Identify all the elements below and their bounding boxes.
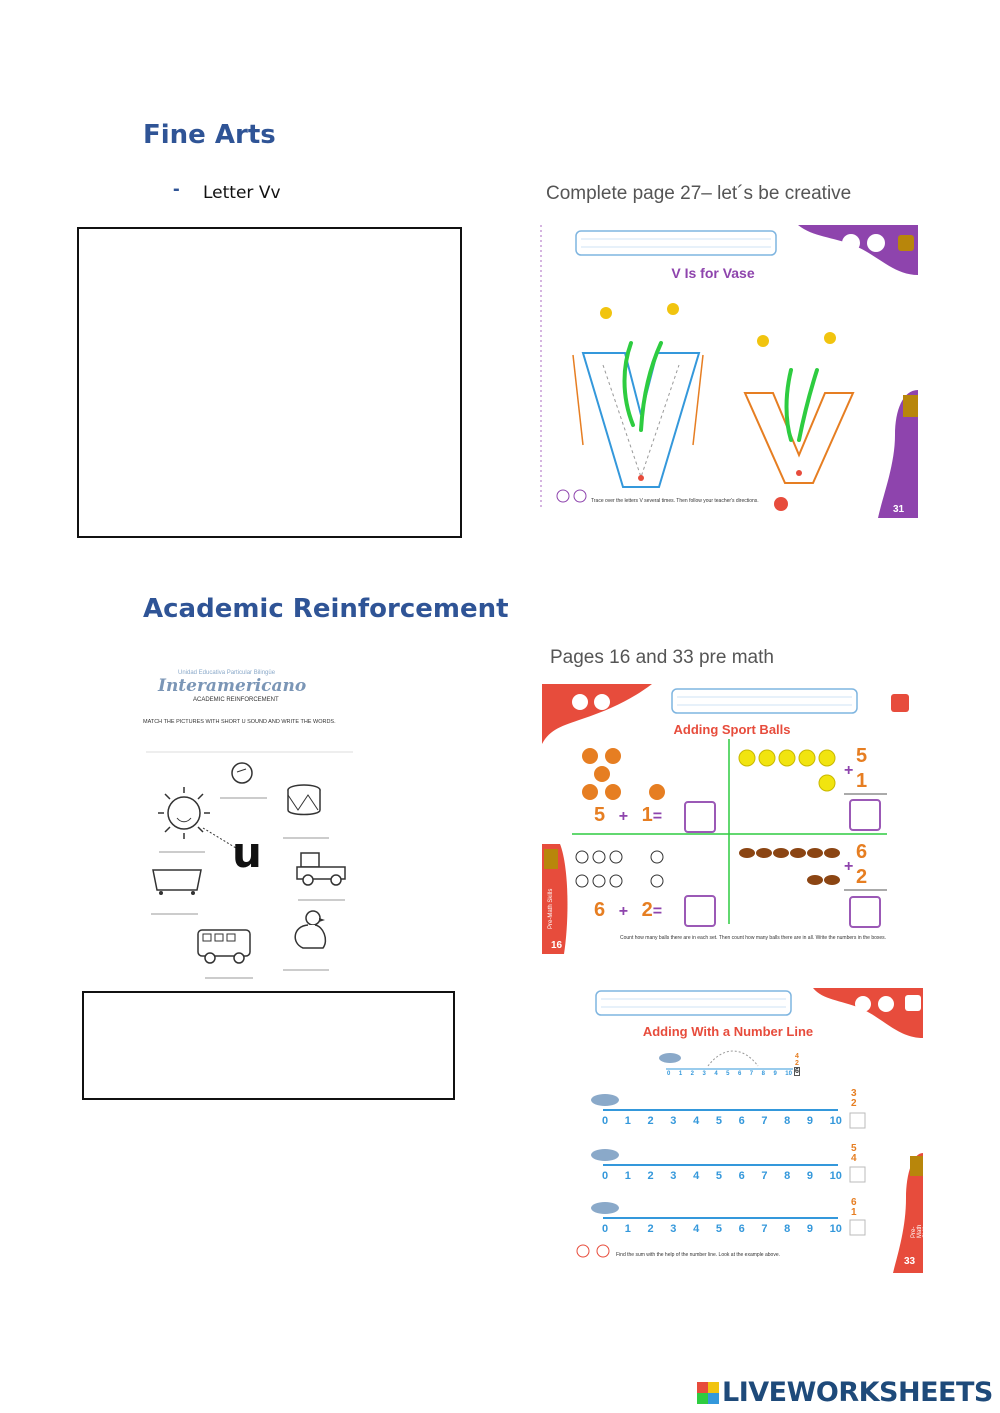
tick-label: 4 — [693, 1115, 700, 1127]
number-line-ticks-3 — [602, 1223, 842, 1235]
tick-label: 1 — [624, 1115, 631, 1127]
worksheet-center-letter: u — [232, 828, 262, 877]
sport-eq2 — [594, 899, 662, 922]
bullet-letter-vv: Letter Vv — [203, 183, 281, 203]
tick-label: 7 — [749, 1071, 754, 1077]
tick-label: 2 — [690, 1071, 694, 1077]
fine-arts-heading: Fine Arts — [143, 120, 276, 150]
academic-heading: Academic Reinforcement — [143, 594, 509, 624]
example-result: 6 — [795, 1068, 799, 1075]
tick-label: 2 — [647, 1115, 654, 1127]
sport-eq1 — [594, 804, 662, 827]
tick-label: 7 — [761, 1115, 768, 1127]
tick-label: 1 — [624, 1170, 631, 1182]
tick-label: 5 — [726, 1071, 730, 1077]
tick-label: 0 — [602, 1115, 609, 1127]
eq1-a: 5 — [594, 804, 606, 826]
tick-label: 2 — [647, 1170, 654, 1182]
number-line-page-card — [548, 988, 929, 1273]
tick-label: 4 — [714, 1071, 718, 1077]
vase-side-tab: Let's Be Creative — [857, 415, 863, 461]
liveworksheets-logo — [697, 1377, 993, 1408]
sport-eq2-answer[interactable] — [684, 895, 716, 927]
number-line-footer: Find the sum with the help of the number line. Look at the example above. — [616, 1252, 780, 1258]
row3-a: 6 — [851, 1197, 857, 1208]
short-u-worksheet — [143, 668, 358, 983]
tick-label: 3 — [670, 1115, 677, 1127]
tick-label: 8 — [784, 1170, 791, 1182]
tick-label: 3 — [670, 1170, 677, 1182]
tick-label: 4 — [693, 1223, 700, 1235]
sport-eq1-answer[interactable] — [684, 801, 716, 833]
tick-label: 9 — [806, 1223, 814, 1235]
sport-balls-footer: Count how many balls there are in each set. Then count how many balls there are in all. Write the numbers in the boxes. — [620, 935, 887, 941]
tick-label: 8 — [784, 1115, 791, 1127]
tick-label: 1 — [624, 1223, 631, 1235]
tick-label: 0 — [667, 1071, 671, 1077]
tick-label: 10 — [829, 1170, 842, 1182]
tick-label: 1 — [678, 1071, 683, 1077]
academic-instruction: Pages 16 and 33 pre math — [550, 647, 774, 668]
tick-label: 3 — [670, 1223, 677, 1235]
tick-label: 9 — [773, 1071, 777, 1077]
row1-b: 2 — [851, 1098, 857, 1109]
tick-label: 7 — [761, 1170, 768, 1182]
sport-side-tab: Pre-Math Skills — [548, 888, 554, 929]
tick-label: 8 — [761, 1071, 765, 1077]
worksheet-task: MATCH THE PICTURES WITH SHORT U SOUND AND WRITE THE WORDS. — [143, 719, 336, 725]
row2-b: 4 — [851, 1153, 857, 1164]
tick-label: 5 — [715, 1115, 722, 1127]
tick-label: 5 — [715, 1223, 722, 1235]
tick-label: 4 — [693, 1170, 700, 1182]
eq2-b: 2 — [641, 899, 653, 921]
eq1-plus: + — [618, 808, 629, 825]
bullet-dash: - — [173, 178, 180, 200]
sport-vert2-answer[interactable] — [849, 896, 881, 928]
vase-page-card — [533, 225, 918, 518]
vase-page-number: 31 — [893, 504, 905, 515]
tick-label: 9 — [806, 1115, 814, 1127]
row2-addends — [851, 1144, 857, 1164]
tick-label: 0 — [602, 1170, 609, 1182]
eq2-plus: + — [618, 903, 629, 920]
example-sum — [794, 1053, 800, 1076]
sport-vert1-answer[interactable] — [849, 799, 881, 831]
number-line-ticks-1 — [602, 1115, 842, 1127]
worksheet-pictures — [143, 668, 358, 983]
sport-page-number: 16 — [551, 940, 563, 951]
tick-label: 6 — [738, 1115, 745, 1127]
worksheet-school: Unidad Educativa Particular Bilingüe — [178, 670, 276, 676]
sport-balls-page-card — [542, 684, 914, 954]
example-ticks — [667, 1071, 792, 1077]
liveworksheets-logo-icon — [697, 1382, 719, 1404]
eq2-equals: = — [652, 903, 663, 920]
vase-page-title: V Is for Vase — [671, 265, 755, 281]
number-line-page-number: 33 — [904, 1256, 916, 1267]
tick-label: 10 — [829, 1223, 842, 1235]
number-line-title: Adding With a Number Line — [642, 1024, 814, 1039]
eq1-b: 1 — [641, 804, 653, 826]
sport-vert2-b: 2 — [856, 866, 868, 888]
tick-label: 6 — [738, 1223, 745, 1235]
sport-vert1-a: 5 — [856, 745, 868, 767]
tick-label: 7 — [761, 1223, 768, 1235]
eq1-equals: = — [652, 808, 663, 825]
tick-label: 6 — [737, 1071, 742, 1077]
row1-addends — [851, 1089, 857, 1109]
tick-label: 9 — [806, 1170, 814, 1182]
tick-label: 6 — [738, 1170, 745, 1182]
tick-label: 5 — [715, 1170, 722, 1182]
vase-page-footer: Trace over the letters V several times. Then follow your teacher's directions. — [591, 498, 759, 504]
sport-vert1-b: 1 — [856, 770, 868, 792]
eq2-a: 6 — [594, 899, 606, 921]
sport-vert1-plus: + — [844, 762, 854, 779]
academic-answer-box[interactable] — [82, 991, 455, 1100]
example-b: 2 — [795, 1060, 799, 1067]
fine-arts-answer-box[interactable] — [77, 227, 462, 538]
tick-label: 8 — [784, 1223, 791, 1235]
liveworksheets-logo-text: LIVEWORKSHEETS — [722, 1377, 993, 1408]
worksheet-brand: Interamericano — [158, 676, 307, 696]
sport-vert2-plus: + — [844, 858, 854, 875]
number-line-ticks-2 — [602, 1170, 842, 1182]
worksheet-subtitle: ACADEMIC REINFORCEMENT — [193, 697, 279, 703]
tick-label: 2 — [647, 1223, 654, 1235]
tick-label: 0 — [602, 1223, 609, 1235]
number-line-side-tab: Pre-Math Skills — [911, 1223, 929, 1238]
sport-balls-title: Adding Sport Balls — [673, 722, 791, 737]
tick-label: 10 — [785, 1071, 792, 1077]
tick-label: 3 — [702, 1071, 706, 1077]
row1-a: 3 — [851, 1088, 857, 1099]
row2-a: 5 — [851, 1143, 857, 1154]
row3-b: 1 — [851, 1207, 857, 1218]
tick-label: 10 — [829, 1115, 842, 1127]
sport-vert2-a: 6 — [856, 841, 868, 863]
fine-arts-instruction: Complete page 27– let´s be creative — [546, 183, 852, 204]
row3-addends — [851, 1198, 857, 1218]
example-a: 4 — [795, 1053, 799, 1060]
